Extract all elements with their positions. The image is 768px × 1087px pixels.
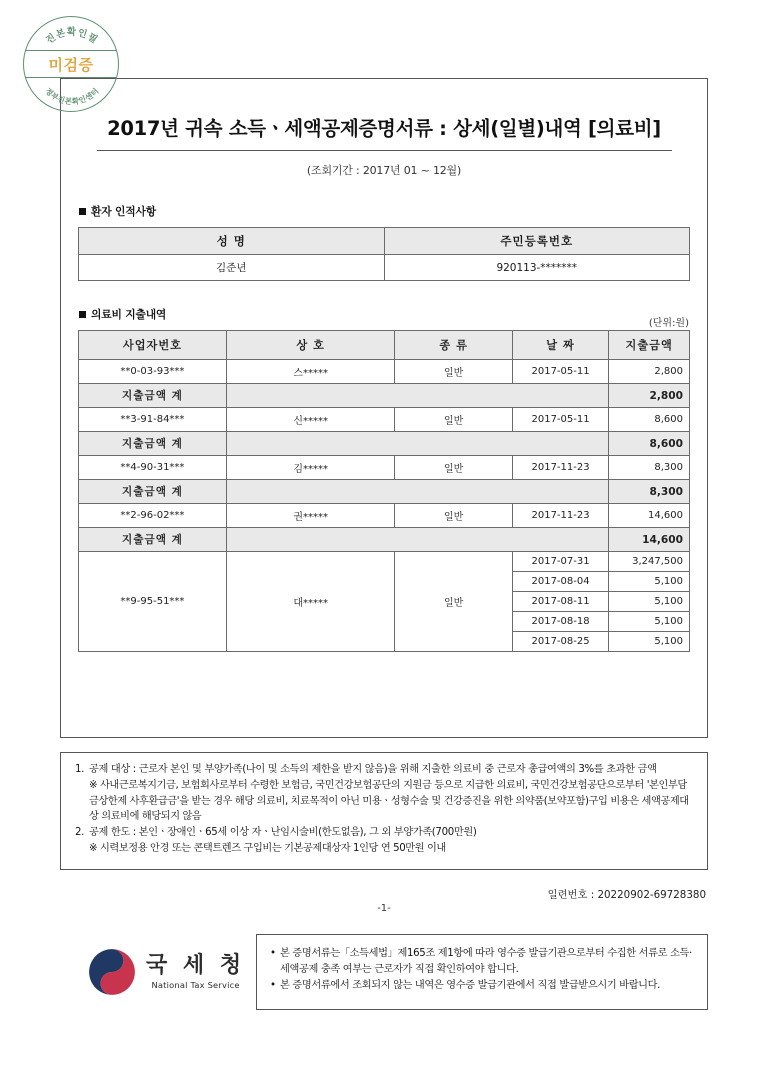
cell-business-number: **2-96-02*** xyxy=(79,504,227,528)
note-subtext: ※ 시력보정용 안경 또는 콘택트렌즈 구입비는 기본공제대상자 1인당 연 50만원 이내 xyxy=(89,843,446,855)
cell-store-name: 김***** xyxy=(226,456,395,480)
bullet-dot-icon: • xyxy=(270,948,276,959)
table-row xyxy=(79,255,690,281)
nts-logo-korean: 국 세 청 xyxy=(146,952,246,978)
cell-date: 2017-08-18 xyxy=(512,612,609,632)
note-item xyxy=(75,825,693,841)
header-name: 성 명 xyxy=(79,228,385,255)
footer-notice-box xyxy=(256,934,708,1010)
cell-sum-spacer xyxy=(226,528,608,552)
cell-date: 2017-05-11 xyxy=(512,360,609,384)
cell-amount: 5,100 xyxy=(609,592,690,612)
bullet-square-icon xyxy=(79,311,86,318)
patient-section-label: 환자 인적사항 xyxy=(91,205,156,218)
cell-sum-spacer xyxy=(226,384,608,408)
cell-sum-amount: 14,600 xyxy=(609,528,690,552)
table-row xyxy=(79,504,690,528)
cell-store-name: 대***** xyxy=(226,552,395,652)
cell-sum-spacer xyxy=(226,480,608,504)
cell-amount: 3,247,500 xyxy=(609,552,690,572)
cell-sum-label: 지출금액 계 xyxy=(79,432,227,456)
cell-sum-amount: 8,300 xyxy=(609,480,690,504)
cell-amount: 5,100 xyxy=(609,632,690,652)
cell-amount: 5,100 xyxy=(609,612,690,632)
cell-sum-label: 지출금액 계 xyxy=(79,528,227,552)
svg-text:정부진본확인센터 xyxy=(43,86,100,107)
cell-kind: 일반 xyxy=(395,552,512,652)
cell-date: 2017-08-25 xyxy=(512,632,609,652)
cell-kind: 일반 xyxy=(395,504,512,528)
footer-notice-text: 본 증명서류에서 조회되지 않는 내역은 영수증 발급기관에서 직접 발급받으시기 바랍니다. xyxy=(280,979,661,991)
footer-notice-item xyxy=(270,946,694,978)
header-business-number: 사업자번호 xyxy=(79,331,227,360)
cell-date: 2017-08-11 xyxy=(512,592,609,612)
cell-patient-name: 김준년 xyxy=(79,255,385,281)
expense-section-heading xyxy=(79,307,707,322)
title-rule xyxy=(97,150,672,151)
note-number: 1. xyxy=(75,764,85,775)
table-header-row xyxy=(79,331,690,360)
header-store-name: 상 호 xyxy=(226,331,395,360)
expense-table-body xyxy=(79,360,690,652)
stamp-center-text: 미검증 xyxy=(48,55,94,74)
header-rrn: 주민등록번호 xyxy=(384,228,690,255)
cell-sum-amount: 8,600 xyxy=(609,432,690,456)
patient-section-heading xyxy=(79,204,707,219)
footer-notice-item xyxy=(270,978,694,994)
table-row xyxy=(79,552,690,572)
cell-date: 2017-08-04 xyxy=(512,572,609,592)
unit-note: (단위:원) xyxy=(648,318,689,329)
cell-sum-label: 지출금액 계 xyxy=(79,480,227,504)
cell-store-name: 권***** xyxy=(226,504,395,528)
svg-text:진본확인필 xyxy=(44,26,101,46)
header-date: 날 짜 xyxy=(512,331,609,360)
cell-amount: 8,600 xyxy=(609,408,690,432)
cell-amount: 8,300 xyxy=(609,456,690,480)
cell-date: 2017-07-31 xyxy=(512,552,609,572)
cell-store-name: 신***** xyxy=(226,408,395,432)
nts-logo-text xyxy=(146,952,246,990)
cell-date: 2017-11-23 xyxy=(512,504,609,528)
footer-notice-text: 본 증명서류는「소득세법」제165조 제1항에 따라 영수증 발급기관으로부터 수집한 서류로 소득·세액공제 충족 여부는 근로자가 직접 확인하여야 합니다. xyxy=(280,948,692,975)
table-sum-row xyxy=(79,432,690,456)
table-header-row xyxy=(79,228,690,255)
serial-number: 일련번호 : 20220902-69728380 xyxy=(547,889,706,901)
cell-date: 2017-11-23 xyxy=(512,456,609,480)
table-sum-row xyxy=(79,384,690,408)
cell-store-name: 스***** xyxy=(226,360,395,384)
cell-amount: 14,600 xyxy=(609,504,690,528)
note-text: 공제 대상 : 근로자 본인 및 부양가족(나이 및 소득의 제한을 받지 않음)을 위해 지출한 의료비 중 근로자 총급여액의 3%를 초과한 금액 xyxy=(89,764,657,775)
cell-sum-amount: 2,800 xyxy=(609,384,690,408)
bullet-dot-icon: • xyxy=(270,979,276,991)
page-number: -1- xyxy=(377,903,391,914)
table-sum-row xyxy=(79,480,690,504)
table-row xyxy=(79,456,690,480)
cell-patient-rrn: 920113-******* xyxy=(384,255,690,281)
document-subtitle: (조회기간 : 2017년 01 ~ 12월) xyxy=(306,164,462,177)
patient-info-table xyxy=(78,227,690,281)
cell-kind: 일반 xyxy=(395,360,512,384)
header-amount: 지출금액 xyxy=(609,331,690,360)
expense-section-label: 의료비 지출내역 xyxy=(91,308,167,321)
page-title: 2017년 귀속 소득ㆍ세액공제증명서류 : 상세(일별)내역 [의료비] xyxy=(107,117,661,140)
expense-detail-table xyxy=(78,330,690,652)
cell-business-number: **9-95-51*** xyxy=(79,552,227,652)
note-subtext: ※ 사내근로복지기금, 보험회사로부터 수령한 보험금, 국민건강보험공단의 지원금 등으로 지급한 의료비, 국민건강보험공단으로부터 '본인부담금상한제 사후환급금'을 받는 경우 해당 의료비, 치료목적이 아닌 미용ㆍ성형수술 및 건강증진을 위한 의약품(보약포함)구입 비용은 세액공제대상 의료비에 해당되지 않음 xyxy=(89,779,689,823)
page-footer xyxy=(60,930,708,1014)
stamp-divider-top xyxy=(26,50,116,51)
cell-business-number: **3-91-84*** xyxy=(79,408,227,432)
nts-logo-english: National Tax Service xyxy=(151,979,240,990)
main-content-box xyxy=(60,78,708,738)
bullet-square-icon xyxy=(79,208,86,215)
note-item xyxy=(75,762,693,778)
cell-business-number: **4-90-31*** xyxy=(79,456,227,480)
note-number: 2. xyxy=(75,827,85,839)
cell-date: 2017-05-11 xyxy=(512,408,609,432)
verification-stamp xyxy=(23,16,119,112)
cell-sum-spacer xyxy=(226,432,608,456)
stamp-top-text: 진본확인필 xyxy=(44,27,100,47)
cell-kind: 일반 xyxy=(395,408,512,432)
nts-logo xyxy=(60,946,256,998)
header-kind: 종 류 xyxy=(395,331,512,360)
table-row xyxy=(79,360,690,384)
note-text: 공제 한도 : 본인ㆍ장애인ㆍ65세 이상 자ㆍ난임시술비(한도없음), 그 외 부양가족(700만원) xyxy=(89,827,477,839)
stamp-bottom-text: 정부진본확인센터 xyxy=(43,86,101,107)
stamp-divider-bottom xyxy=(26,77,116,78)
table-row xyxy=(79,408,690,432)
cell-business-number: **0-03-93*** xyxy=(79,360,227,384)
cell-amount: 5,100 xyxy=(609,572,690,592)
cell-sum-label: 지출금액 계 xyxy=(79,384,227,408)
taegeuk-swirl-icon xyxy=(86,946,138,998)
cell-kind: 일반 xyxy=(395,456,512,480)
table-sum-row xyxy=(79,528,690,552)
notes-box xyxy=(60,752,708,870)
cell-amount: 2,800 xyxy=(609,360,690,384)
